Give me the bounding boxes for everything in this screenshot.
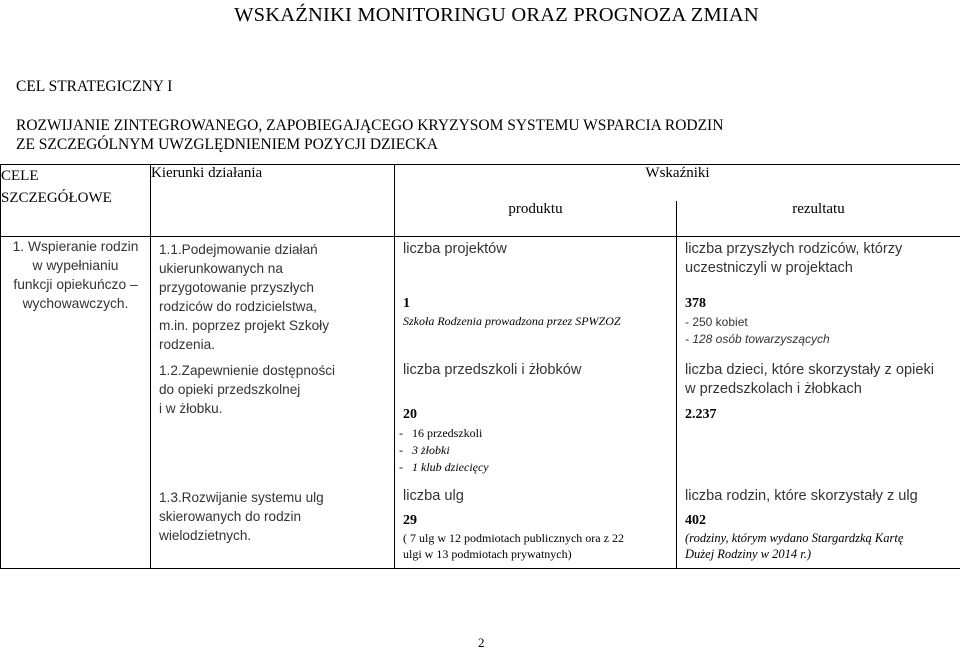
kierunek-1-1: 1.1.Podejmowanie działań ukierunkowanych na przygotowanie przyszłych rodziców do rodzicielstwa, m.in. poprzez projekt Szkoły rodzenia. [151, 240, 329, 354]
rezultaty-cell [677, 237, 960, 569]
kierunek-1-2: 1.2.Zapewnienie dostępności do opieki przedszkolnej i w żłobku. [151, 361, 335, 418]
document-title: WSKAŹNIKI MONITORINGU ORAZ PROGNOZA ZMIAN [0, 4, 960, 27]
product-detail-3b: ulgi w 13 podmiotach prywatnych) [403, 546, 572, 563]
produkty-cell [395, 237, 677, 569]
result-detail-1b: - 128 osób towarzyszących [685, 331, 830, 347]
result-detail-3b: Dużej Rodziny w 2014 r.) [685, 546, 811, 563]
header-produkty: produktu [395, 201, 677, 237]
product-detail-3a: ( 7 ulg w 12 podmiotach publicznych ora z 22 [403, 530, 624, 547]
product-label-2: liczba przedszkoli i żłobków [403, 361, 581, 380]
product-value-3: 29 [403, 513, 417, 529]
result-label-1: liczba przyszłych rodziców, którzy uczestniczyli w projektach [685, 240, 902, 278]
result-detail-1a: - 250 kobiet [685, 314, 748, 330]
product-value-2: 20 [403, 407, 417, 423]
product-detail-1: Szkoła Rodzenia prowadzona przez SPWZOZ [403, 313, 621, 330]
strategic-goal-label: CEL STRATEGICZNY I [16, 78, 172, 96]
indicators-table [0, 164, 960, 569]
goal-line: ZE SZCZEGÓLNYM UWZGLĘDNIENIEM POZYCJI DZIECKA [16, 135, 723, 154]
goal-line: ROZWIJANIE ZINTEGROWANEGO, ZAPOBIEGAJĄCEGO KRYZYSOM SYSTEMU WSPARCIA RODZIN [16, 116, 723, 135]
header-wskazniki: Wskaźniki [395, 165, 960, 201]
result-value-3: 402 [685, 513, 706, 529]
page-number: 2 [478, 635, 485, 651]
header-kierunki: Kierunki działania [151, 165, 395, 237]
product-label-3: liczba ulg [403, 487, 464, 506]
result-label-2: liczba dzieci, które skorzystały z opieki w przedszkolach i żłobkach [685, 361, 934, 399]
kierunki-cell [151, 237, 395, 569]
cel-szczegolowy-cell: 1. Wspieranie rodzin w wypełnianiu funkcji opiekuńczo – wychowawczych. [1, 237, 151, 569]
result-value-2: 2.237 [685, 407, 717, 423]
result-detail-3a: (rodziny, którym wydano Stargardzką Kartę [685, 530, 903, 547]
header-rezultaty: rezultatu [677, 201, 960, 237]
kierunek-1-3: 1.3.Rozwijanie systemu ulg skierowanych do rodzin wielodzietnych. [151, 488, 324, 545]
result-label-3: liczba rodzin, które skorzystały z ulg [685, 487, 918, 506]
result-value-1: 378 [685, 296, 706, 312]
product-detail-2c: - 1 klub dziecięcy [399, 459, 489, 476]
header-cele: CELE SZCZEGÓŁOWE [1, 165, 151, 237]
product-value-1: 1 [403, 296, 410, 312]
product-label-1: liczba projektów [403, 240, 507, 259]
strategic-goal-text [16, 116, 723, 154]
product-detail-2a: - 16 przedszkoli [399, 425, 482, 442]
product-detail-2b: - 3 żłobki [399, 442, 450, 459]
